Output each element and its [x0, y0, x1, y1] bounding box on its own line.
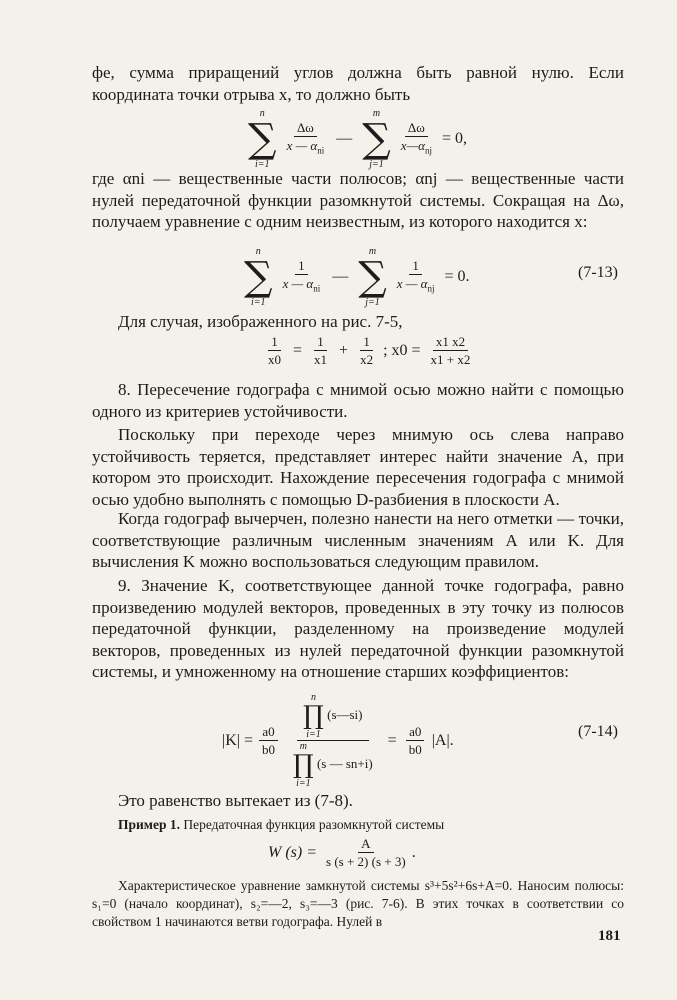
paragraph-hodograph: Когда годограф вычерчен, полезно нанести на него отметки — точки, соответствующие различным численным значениям A или K. Для вычисления K можно воспользоваться следующим правилом.	[92, 509, 624, 571]
example-heading	[92, 816, 624, 834]
sum-symbol-4: m ∑ j=1	[358, 246, 387, 308]
fraction-4: $\frac{1}{x — \alpha_{nj}}$	[396, 257, 435, 294]
page-number: 181	[598, 928, 621, 944]
equation-1: n ∑ i=1 $\frac{\Delta\omega}{x — \alpha_{ni}}$ — m ∑ j=1 $\frac{\Delta\omega}{x—\alpha_{nj}}$ = 0,	[248, 108, 467, 170]
fraction-3: $\frac{1}{x — \alpha_{ni}}$	[282, 257, 321, 294]
sum-symbol-2: m ∑ j=1	[362, 108, 391, 170]
fraction-1: $\frac{\Delta\omega}{x — \alpha_{ni}}$	[286, 119, 325, 156]
paragraph-intro: фе, сумма приращений углов должна быть равной нулю. Если координата точки отрыва x, то должно быть	[92, 63, 624, 104]
sum-symbol-3: n ∑ i=1	[244, 246, 273, 308]
paragraph-item-8: 8. Пересечение годографа с мнимой осью можно найти с помощью одного из критериев устойчивости.	[92, 380, 624, 421]
sum-symbol-1: n ∑ i=1	[248, 108, 277, 170]
fraction-2: $\frac{\Delta\omega}{x—\alpha_{nj}}$	[400, 119, 432, 156]
equation-transfer-function: W (s) = $\frac{A}{s (s + 2) (s + 3)}$ .	[268, 836, 416, 869]
paragraph-case: Для случая, изображенного на рис. 7-5,	[118, 312, 403, 331]
equation-number-7-13: (7-13)	[578, 264, 618, 281]
equation-7-13: n ∑ i=1 $\frac{1}{x — \alpha_{ni}}$ — m ∑ j=1 $\frac{1}{x — \alpha_{nj}}$ = 0.	[244, 246, 470, 308]
example-label: Пример 1.	[118, 817, 180, 832]
paragraph-definitions: где αni — вещественные части полюсов; αnj — вещественные части нулей передаточной функции разомкнутой системы. Сокращая на Δω, получаем уравнение с одним неизвестным, из которого находится x:	[92, 169, 624, 231]
paragraph-stability: Поскольку при переходе через мнимую ось слева направо устойчивость теряется, представляет интерес найти значение A, при котором это происходит. Нахождение пересечения годографа с мнимой осью удобно выполнять с помощью D-разбиения в плоскости A.	[92, 425, 624, 509]
equation-number-7-14: (7-14)	[578, 723, 618, 740]
paragraph-characteristic: Характеристическое уравнение замкнутой системы s³+5s²+6s+A=0. Наносим полюсы: s₁=0 (начало координат), s₂=—2, s₃=—3 (рис. 7-6). В этих точках в соответствии со свойством 1 начинаются ветви годографа. Нулей в	[92, 878, 624, 929]
paragraph-derivation: Это равенство вытекает из (7-8).	[118, 791, 353, 810]
equation-x0: $\frac{1}{x0}$ = $\frac{1}{x1}$ + $\frac{1}{x2}$ ; x0 = $\frac{x1 x2}{x1 + x2}$	[268, 334, 471, 367]
paragraph-item-9: 9. Значение K, соответствующее данной точке годографа, равно произведению модулей векторов, проведенных в эту точку из полюсов передаточной функции, разделенному на произведение модулей векторов, проведенных из нулей передаточной функции разомкнутой системы, и умноженному на отношение старших коэффициентов:	[92, 576, 624, 681]
product-fraction: n ∏ i=1 (s—si) m ∏ i=1 (s — sn+i)	[292, 692, 373, 789]
equation-7-14: |K| = $\frac{a0}{b0}$ n ∏ i=1 (s—si) m ∏ i=1 (s — sn+i) = $\frac{a0}{b0}$ |A|.	[222, 692, 454, 789]
example-text: Передаточная функция разомкнутой системы	[183, 817, 445, 832]
